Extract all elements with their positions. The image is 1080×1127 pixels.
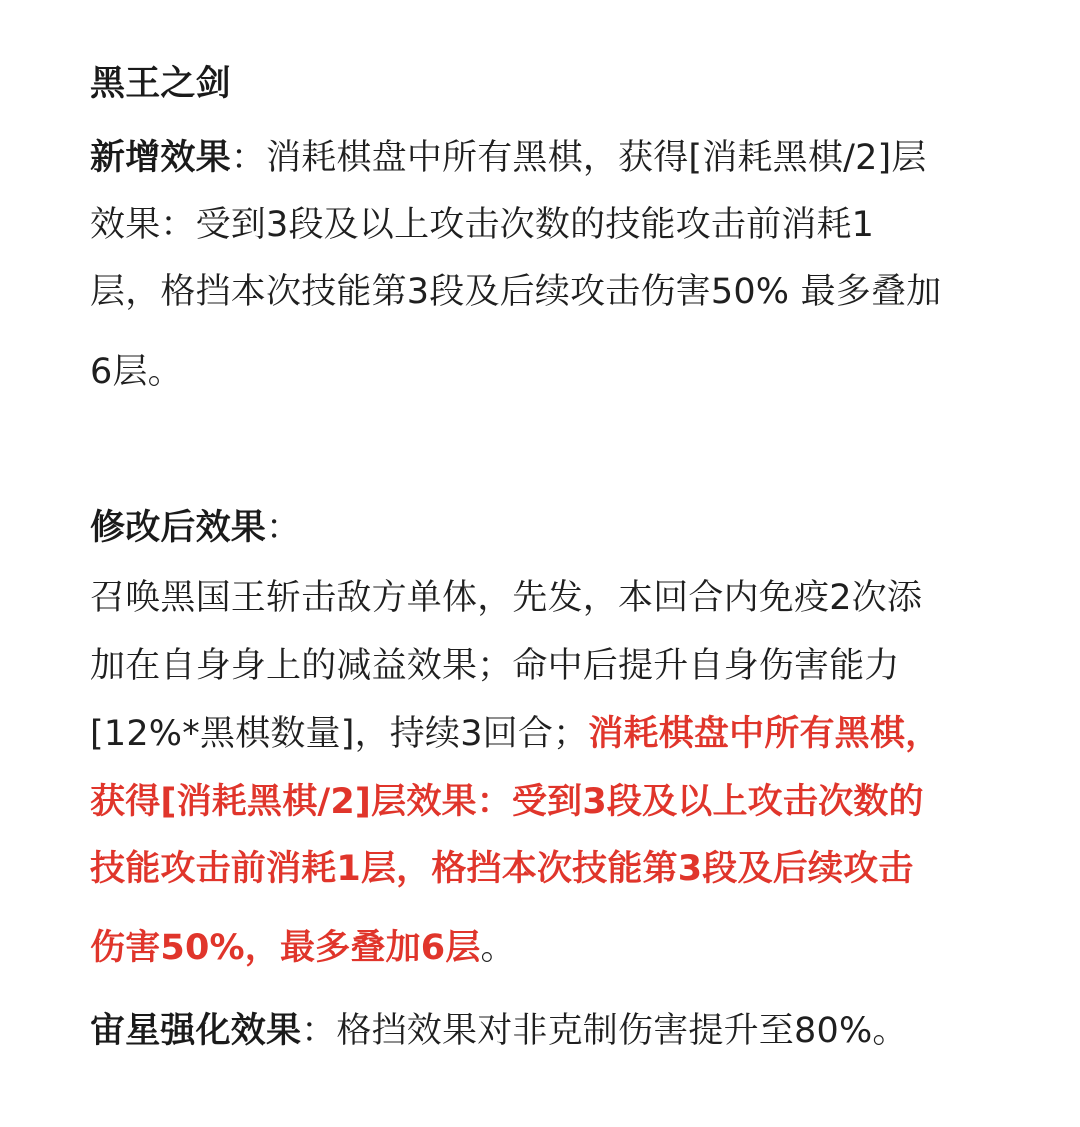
- modified-effect-heading: [90, 508, 301, 548]
- new-effect-line-3: 层，格挡本次技能第3段及后续攻击伤害50% 最多叠加: [90, 272, 942, 312]
- new-effect-text-1: 消耗棋盘中所有黑棋，获得[消耗黑棋/2]层: [266, 138, 927, 178]
- modified-effect-line-6-highlight: 伤害50%，最多叠加6层: [90, 928, 481, 968]
- modified-effect-line-4: 获得[消耗黑棋/2]层效果：受到3段及以上攻击次数的: [90, 782, 924, 822]
- modified-effect-line-1: 召唤黑国王斩击敌方单体，先发，本回合内免疫2次添: [90, 578, 923, 618]
- star-effect-text: 格挡效果对非克制伤害提升至80%。: [336, 1011, 908, 1051]
- modified-effect-line-3-normal: [12%*黑棋数量]，持续3回合；: [90, 714, 589, 754]
- new-effect-label: 新增效果: [90, 138, 231, 178]
- modified-effect-colon: ：: [266, 508, 302, 548]
- modified-effect-line-5: 技能攻击前消耗1层，格挡本次技能第3段及后续攻击: [90, 849, 914, 889]
- page-title: 黑王之剑: [90, 64, 231, 104]
- modified-effect-line-3: [90, 714, 940, 754]
- new-effect-line-4: 6层。: [90, 352, 183, 392]
- modified-effect-line-6-end: 。: [480, 928, 516, 968]
- star-effect-label: 宙星强化效果: [90, 1011, 302, 1051]
- modified-effect-line-3-highlight: 消耗棋盘中所有黑棋，: [588, 714, 941, 754]
- new-effect-line-2: 效果：受到3段及以上攻击次数的技能攻击前消耗1: [90, 205, 875, 245]
- modified-effect-line-6: [90, 928, 516, 968]
- modified-effect-line-2: 加在自身身上的减益效果；命中后提升自身伤害能力: [90, 646, 900, 686]
- modified-effect-label: 修改后效果: [90, 508, 267, 548]
- new-effect-colon: ：: [230, 138, 267, 178]
- new-effect-line-1: [90, 138, 927, 178]
- star-effect-colon: ：: [301, 1011, 337, 1051]
- star-effect-line: [90, 1011, 908, 1051]
